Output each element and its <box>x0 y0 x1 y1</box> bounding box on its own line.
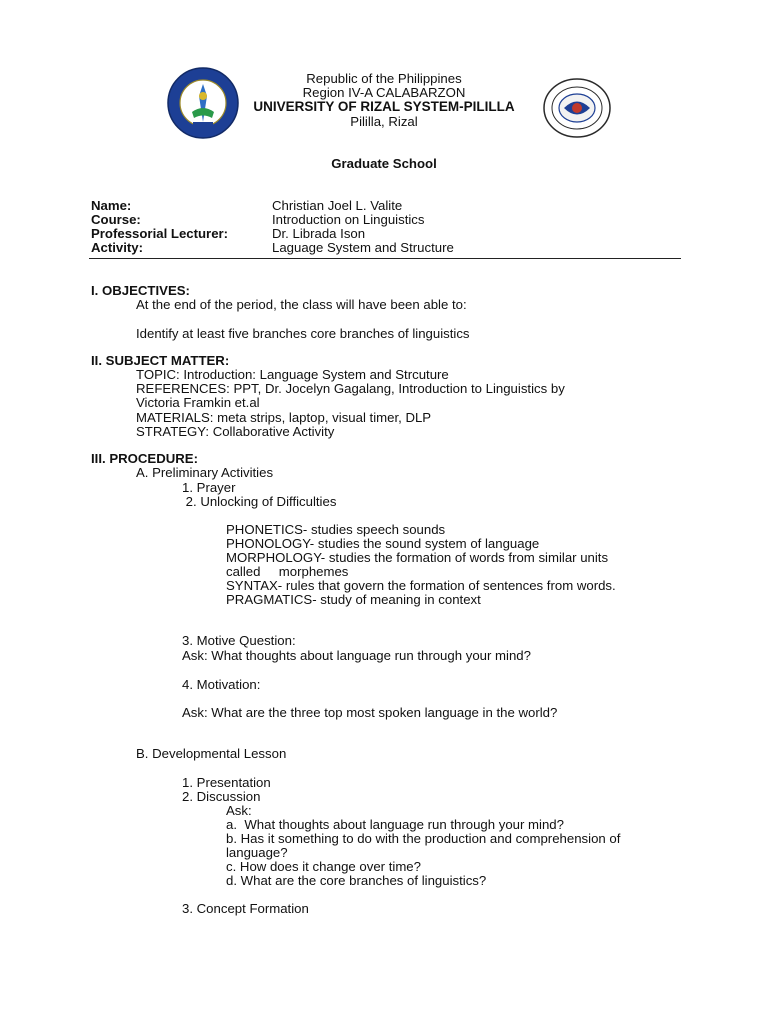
subject-strategy: STRATEGY: Collaborative Activity <box>136 424 335 439</box>
header-university-name: UNIVERSITY OF RIZAL SYSTEM-PILILLA <box>253 99 515 114</box>
info-value-name: Christian Joel L. Valite <box>272 198 403 213</box>
question-b: b. Has it something to do with the production and comprehension of <box>226 831 621 846</box>
subject-matter-heading: II. SUBJECT MATTER: <box>91 353 230 368</box>
subject-topic: TOPIC: Introduction: Language System and Strcuture <box>136 367 449 382</box>
question-d: d. What are the core branches of linguistics? <box>226 873 487 888</box>
discussion-ask: Ask: <box>226 803 252 818</box>
info-label-lecturer: Professorial Lecturer: <box>91 226 229 241</box>
term-morphology: MORPHOLOGY- studies the formation of words from similar units <box>226 550 609 565</box>
header-location: Pililla, Rizal <box>350 114 418 129</box>
developmental-lesson: B. Developmental Lesson <box>136 746 287 761</box>
motivation: 4. Motivation: <box>182 677 261 692</box>
term-morphology-cont: called morphemes <box>226 564 349 579</box>
objectives-heading: I. OBJECTIVES: <box>91 283 190 298</box>
motive-question: 3. Motive Question: <box>182 633 296 648</box>
question-b-cont: language? <box>226 845 288 860</box>
item-concept-formation: 3. Concept Formation <box>182 901 309 916</box>
subject-references-cont: Victoria Framkin et.al <box>136 395 260 410</box>
item-presentation: 1. Presentation <box>182 775 271 790</box>
term-phonetics: PHONETICS- studies speech sounds <box>226 522 446 537</box>
subject-references: REFERENCES: PPT, Dr. Jocelyn Gagalang, Introduction to Linguistics by <box>136 381 565 396</box>
preliminary-activities: A. Preliminary Activities <box>136 465 274 480</box>
info-label-activity: Activity: <box>91 240 144 255</box>
header-line-republic: Republic of the Philippines <box>306 71 462 86</box>
question-a: a. What thoughts about language run through your mind? <box>226 817 564 832</box>
term-syntax: SYNTAX- rules that govern the formation of sentences from words. <box>226 578 616 593</box>
motivation-ask: Ask: What are the three top most spoken language in the world? <box>182 705 558 720</box>
info-value-lecturer: Dr. Librada Ison <box>272 226 366 241</box>
item-prayer: 1. Prayer <box>182 480 236 495</box>
header-divider <box>89 258 681 259</box>
procedure-heading: III. PROCEDURE: <box>91 451 198 466</box>
info-value-course: Introduction on Linguistics <box>272 212 425 227</box>
item-unlocking: 2. Unlocking of Difficulties <box>182 494 337 509</box>
header-line-region: Region IV-A CALABARZON <box>302 85 466 100</box>
term-pragmatics: PRAGMATICS- study of meaning in context <box>226 592 481 607</box>
objectives-line-2: Identify at least five branches core branches of linguistics <box>136 326 470 341</box>
item-discussion: 2. Discussion <box>182 789 261 804</box>
info-label-name: Name: <box>91 198 132 213</box>
info-label-course: Course: <box>91 212 141 227</box>
term-phonology: PHONOLOGY- studies the sound system of language <box>226 536 540 551</box>
question-c: c. How does it change over time? <box>226 859 421 874</box>
info-value-activity: Laguage System and Structure <box>272 240 454 255</box>
school-title: Graduate School <box>331 156 437 171</box>
motive-question-ask: Ask: What thoughts about language run through your mind? <box>182 648 531 663</box>
subject-materials: MATERIALS: meta strips, laptop, visual timer, DLP <box>136 410 432 425</box>
objectives-line-1: At the end of the period, the class will have been able to: <box>136 297 467 312</box>
